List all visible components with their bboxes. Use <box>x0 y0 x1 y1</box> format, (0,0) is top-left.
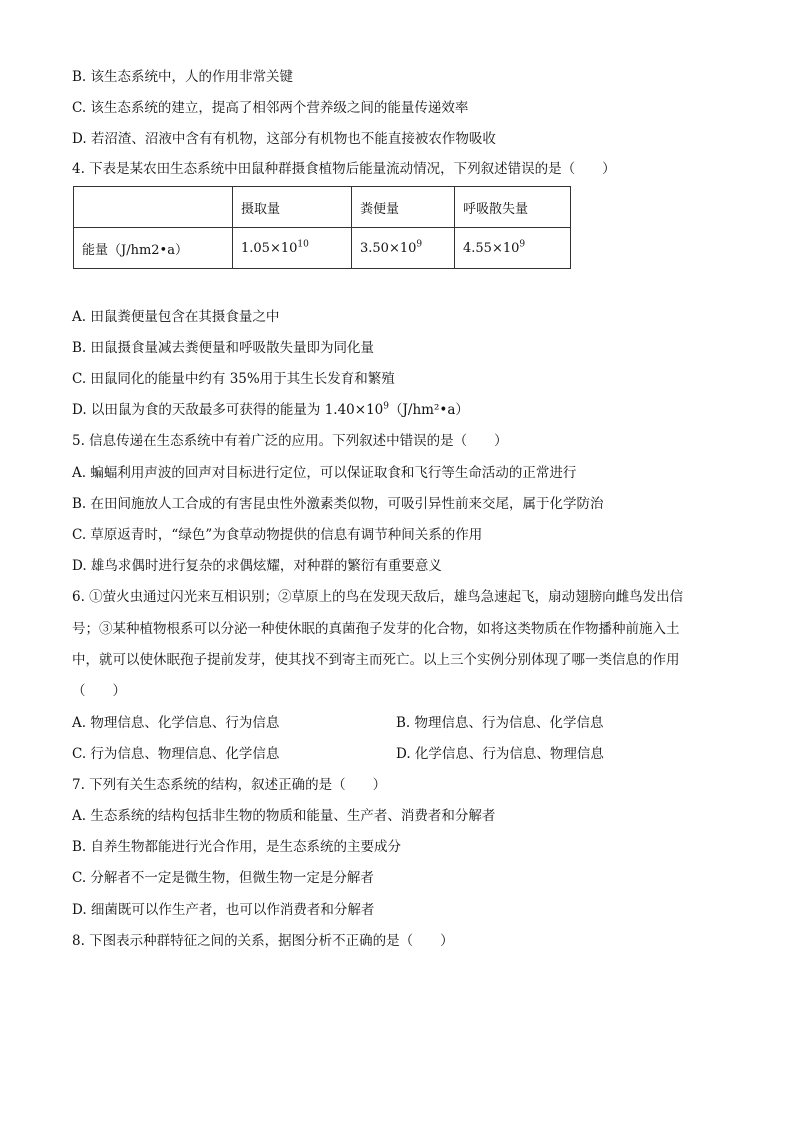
option-3b: B. 该生态系统中，人的作用非常关键 <box>72 69 294 85</box>
table-header-row <box>74 187 571 228</box>
option-3c: C. 该生态系统的建立，提高了相邻两个营养级之间的能量传递效率 <box>72 100 469 116</box>
table-cell-intake <box>233 228 352 269</box>
option-4d-text: D. 以田鼠为食的天敌最多可获得的能量为 1.40×10 <box>72 402 384 418</box>
option-4d-exponent: 9 <box>383 401 389 412</box>
question-5: 5. 信息传递在生态系统中有着广泛的应用。下列叙述中错误的是（ ） <box>72 433 508 449</box>
option-6c: C. 行为信息、物理信息、化学信息 <box>72 746 280 762</box>
cell-exponent: 10 <box>297 239 309 250</box>
option-7c: C. 分解者不一定是微生物，但微生物一定是分解者 <box>72 870 374 886</box>
table-row-label: 能量（J/hm2•a） <box>74 228 233 269</box>
table-header-cell: 呼吸散失量 <box>455 187 571 228</box>
option-4d-unit: （J/hm²•a） <box>389 402 469 418</box>
option-5a: A. 蝙蝠利用声波的回声对目标进行定位，可以保证取食和飞行等生命活动的正常进行 <box>72 465 577 481</box>
table-row <box>74 228 571 269</box>
option-5d: D. 雄鸟求偶时进行复杂的求偶炫耀，对种群的繁衍有重要意义 <box>72 558 442 574</box>
question-6-line-4: （ ） <box>72 683 126 699</box>
option-4b: B. 田鼠摄食量减去粪便量和呼吸散失量即为同化量 <box>72 340 375 356</box>
option-3d: D. 若沼渣、沼液中含有有机物，这部分有机物也不能直接被农作物吸收 <box>72 131 496 147</box>
question-4: 4. 下表是某农田生态系统中田鼠种群摄食植物后能量流动情况，下列叙述错误的是（ ） <box>72 161 616 177</box>
option-6d: D. 化学信息、行为信息、物理信息 <box>396 746 604 762</box>
cell-mantissa: 3.50×10 <box>360 240 417 256</box>
option-7b: B. 自养生物都能进行光合作用，是生态系统的主要成分 <box>72 839 402 855</box>
table-header-cell: 摄取量 <box>233 187 352 228</box>
table-header-cell: 粪便量 <box>352 187 455 228</box>
question-6-line-2: 号；③某种植物根系可以分泌一种使休眠的真菌孢子发芽的化合物，如将这类物质在作物播种前施入土 <box>72 621 680 637</box>
option-7d: D. 细菌既可以作生产者，也可以作消费者和分解者 <box>72 902 375 918</box>
option-5b: B. 在田间施放人工合成的有害昆虫性外激素类似物，可吸引异性前来交尾，属于化学防治 <box>72 496 604 512</box>
option-4c: C. 田鼠同化的能量中约有 35%用于其生长发育和繁殖 <box>72 371 395 387</box>
option-5c: C. 草原返青时，“绿色”为食草动物提供的信息有调节种间关系的作用 <box>72 527 483 543</box>
question-8: 8. 下图表示种群特征之间的关系，据图分析不正确的是（ ） <box>72 933 454 949</box>
table-header-cell <box>74 187 233 228</box>
option-4a: A. 田鼠粪便量包含在其摄食量之中 <box>72 309 280 325</box>
table-cell-respiration <box>455 228 571 269</box>
option-7a: A. 生态系统的结构包括非生物的物质和能量、生产者、消费者和分解者 <box>72 808 496 824</box>
option-6b: B. 物理信息、行为信息、化学信息 <box>396 715 604 731</box>
table-cell-feces <box>352 228 455 269</box>
cell-mantissa: 1.05×10 <box>241 240 298 256</box>
question-6-line-3: 中，就可以使休眠孢子提前发芽，使其找不到寄主而死亡。以上三个实例分别体现了哪一类信息的作用 <box>72 652 680 668</box>
option-4d <box>72 400 469 420</box>
cell-exponent: 9 <box>519 239 526 250</box>
question-6-line-1: 6. ①萤火虫通过闪光来互相识别；②草原上的鸟在发现天敌后，雄鸟急速起飞，扇动翅膀向雌鸟发出信 <box>72 589 684 605</box>
cell-exponent: 9 <box>416 239 423 250</box>
energy-flow-table <box>73 186 571 269</box>
option-6a: A. 物理信息、化学信息、行为信息 <box>72 715 280 731</box>
question-7: 7. 下列有关生态系统的结构，叙述正确的是（ ） <box>72 777 387 793</box>
cell-mantissa: 4.55×10 <box>463 240 520 256</box>
